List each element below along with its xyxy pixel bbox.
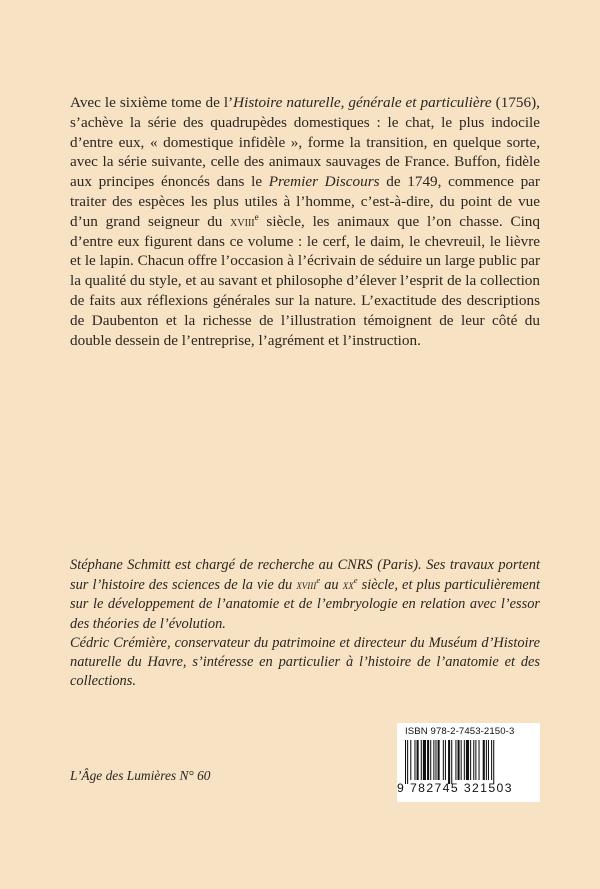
book-title: Histoire naturelle, générale et particulière <box>233 94 492 111</box>
century-superscript: e <box>254 211 259 222</box>
century-numeral: xviii <box>296 577 317 593</box>
text-segment: (1756), s’achève la série des quadrupèdes domestiques : le chat, le plus indocile d’entre eux, « domestique infidèle », forme la transition, en quelque sorte, avec la série suivante, celle des animaux sauvages de France. Buffon, fidèle aux principes énoncés dans le <box>70 94 540 191</box>
text-segment: au <box>320 577 343 594</box>
author-bios <box>70 556 540 691</box>
back-cover-description <box>70 93 540 350</box>
text-segment: Avec le sixième tome de l’ <box>70 94 234 111</box>
description-paragraph <box>70 93 540 350</box>
text-segment: siècle, les animaux que l’on chasse. Cinq d’entre eux figurent dans ce volume : le cerf, le daim, le chevreuil, le lièvre et le lapin. Chacun offre l’occasion à l’écrivain de séduire un large public par la qualité du style, et au savant et philosophe d’élever l’esprit de la collection de faits aux réflexions générales sur la nature. L’exactitude des descriptions de Daubenton et la richesse de l’illustration témoignent de leur côté du double dessein de l’entreprise, l’agrément et l’instruction. <box>70 212 540 349</box>
bio-schmitt <box>70 556 540 634</box>
text-segment: siècle, et plus particulièrement sur le développement de l’anatomie et de l’embryologie en relation avec l’essor des théories de l’évolution. <box>70 577 540 632</box>
text-segment: de 1749, commence par traiter des espèces les plus utiles à l’homme, c’est-à-dire, du point de vue d’un grand seigneur du <box>70 173 540 230</box>
text-segment: Stéphane Schmitt est chargé de recherche au CNRS (Paris). Ses travaux portent sur l’histoire des sciences de la vie du <box>70 557 540 594</box>
discourse-title: Premier Discours <box>268 173 380 191</box>
isbn-label: ISBN 978-2-7453-2150-3 <box>405 726 515 737</box>
century-numeral: xviii <box>230 213 255 229</box>
barcode-icon <box>405 740 535 784</box>
barcode-digits: 9 782745 321503 <box>397 781 513 795</box>
bio-cremiere: Cédric Crémière, conservateur du patrimoine et directeur du Muséum d’Histoire naturelle du Havre, s’intéresse en particulier à l’histoire de l’anatomie et des collections. <box>70 634 540 690</box>
century-numeral: xx <box>342 577 354 593</box>
series-label: L’Âge des Lumières N° 60 <box>70 768 211 783</box>
century-superscript: e <box>316 575 321 586</box>
century-superscript: e <box>353 575 358 586</box>
